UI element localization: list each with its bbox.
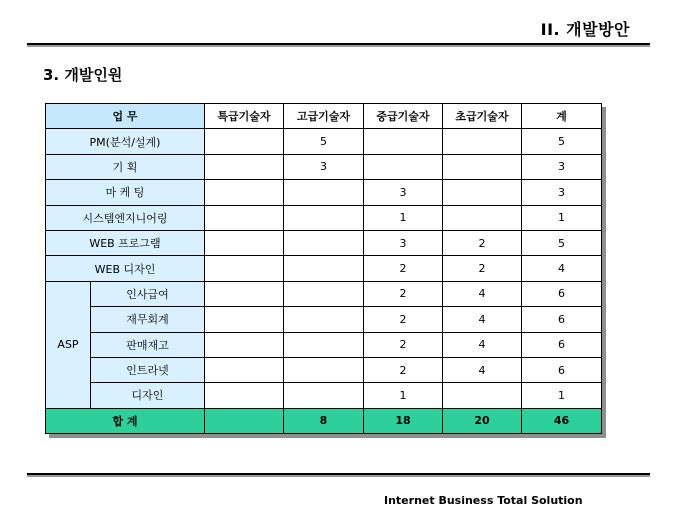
table-row	[46, 205, 602, 230]
cell-intermediate: 3	[364, 180, 443, 205]
total-junior: 20	[443, 408, 522, 433]
header-intermediate: 중급기술자	[364, 104, 443, 129]
row-label: 디자인	[91, 383, 205, 408]
cell-special	[205, 129, 284, 154]
header-senior: 고급기술자	[284, 104, 364, 129]
cell-intermediate: 2	[364, 357, 443, 382]
row-label: WEB 프로그램	[46, 230, 205, 255]
cell-special	[205, 180, 284, 205]
cell-intermediate: 2	[364, 307, 443, 332]
total-special	[205, 408, 284, 433]
cell-senior	[284, 307, 364, 332]
cell-special	[205, 357, 284, 382]
row-label: PM(분석/설계)	[46, 129, 205, 154]
cell-total: 1	[522, 383, 602, 408]
cell-junior	[443, 154, 522, 179]
total-grand: 46	[522, 408, 602, 433]
cell-total: 5	[522, 129, 602, 154]
cell-senior	[284, 383, 364, 408]
cell-total: 6	[522, 357, 602, 382]
header-junior: 초급기술자	[443, 104, 522, 129]
cell-total: 6	[522, 281, 602, 306]
cell-senior	[284, 205, 364, 230]
row-label: WEB 디자인	[46, 256, 205, 281]
cell-junior: 2	[443, 256, 522, 281]
table-row	[46, 383, 602, 408]
cell-total: 3	[522, 154, 602, 179]
cell-senior	[284, 256, 364, 281]
cell-special	[205, 383, 284, 408]
table-row	[46, 357, 602, 382]
footer-text: Internet Business Total Solution	[384, 494, 583, 507]
section-title: 3. 개발인원	[43, 66, 123, 84]
table-row	[46, 307, 602, 332]
total-senior: 8	[284, 408, 364, 433]
cell-total: 3	[522, 180, 602, 205]
table-row	[46, 332, 602, 357]
cell-senior	[284, 180, 364, 205]
cell-junior	[443, 180, 522, 205]
cell-special	[205, 154, 284, 179]
cell-special	[205, 205, 284, 230]
totals-label: 합 계	[46, 408, 205, 433]
cell-junior	[443, 383, 522, 408]
cell-senior	[284, 281, 364, 306]
table-row	[46, 230, 602, 255]
cell-total: 4	[522, 256, 602, 281]
cell-intermediate: 2	[364, 332, 443, 357]
cell-intermediate: 1	[364, 205, 443, 230]
cell-intermediate	[364, 154, 443, 179]
asp-group-label: ASP	[46, 281, 91, 408]
cell-intermediate: 2	[364, 256, 443, 281]
header-special: 특급기술자	[205, 104, 284, 129]
cell-total: 5	[522, 230, 602, 255]
row-label: 마 케 팅	[46, 180, 205, 205]
table-row	[46, 154, 602, 179]
cell-intermediate	[364, 129, 443, 154]
chapter-title: II. 개발방안	[540, 20, 630, 39]
cell-junior: 4	[443, 307, 522, 332]
staffing-table	[45, 103, 602, 434]
cell-total: 6	[522, 332, 602, 357]
top-divider	[27, 43, 650, 45]
row-label: 기 획	[46, 154, 205, 179]
cell-senior	[284, 332, 364, 357]
row-label: 재무회계	[91, 307, 205, 332]
cell-junior: 4	[443, 332, 522, 357]
total-intermediate: 18	[364, 408, 443, 433]
table-header-row	[46, 104, 602, 129]
cell-special	[205, 281, 284, 306]
cell-total: 6	[522, 307, 602, 332]
cell-senior	[284, 357, 364, 382]
cell-special	[205, 230, 284, 255]
table-row	[46, 129, 602, 154]
cell-junior: 4	[443, 281, 522, 306]
table-row	[46, 281, 602, 306]
cell-junior: 4	[443, 357, 522, 382]
cell-junior	[443, 129, 522, 154]
totals-row	[46, 408, 602, 433]
cell-senior: 3	[284, 154, 364, 179]
row-label: 판매재고	[91, 332, 205, 357]
cell-intermediate: 1	[364, 383, 443, 408]
table-row	[46, 256, 602, 281]
cell-intermediate: 2	[364, 281, 443, 306]
cell-intermediate: 3	[364, 230, 443, 255]
cell-special	[205, 256, 284, 281]
cell-special	[205, 307, 284, 332]
row-label: 시스템엔지니어링	[46, 205, 205, 230]
cell-total: 1	[522, 205, 602, 230]
header-task: 업 무	[46, 104, 205, 129]
bottom-divider	[27, 473, 650, 475]
cell-junior: 2	[443, 230, 522, 255]
header-total: 계	[522, 104, 602, 129]
cell-senior: 5	[284, 129, 364, 154]
cell-special	[205, 332, 284, 357]
row-label: 인트라넷	[91, 357, 205, 382]
cell-senior	[284, 230, 364, 255]
row-label: 인사급여	[91, 281, 205, 306]
cell-junior	[443, 205, 522, 230]
table-row	[46, 180, 602, 205]
